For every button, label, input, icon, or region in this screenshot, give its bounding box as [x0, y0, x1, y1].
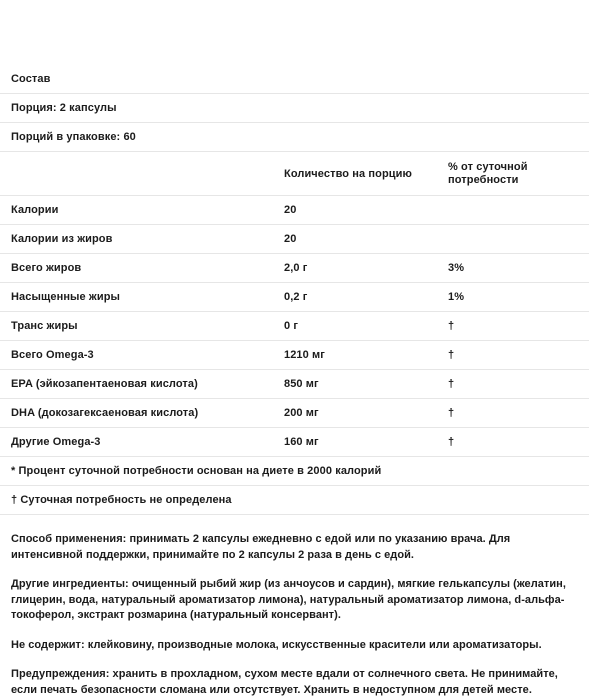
nutrient-amount: 20	[284, 233, 297, 245]
column-header-nutrient	[0, 152, 283, 196]
nutrient-name: Насыщенные жиры	[11, 291, 121, 303]
supplement-facts-table	[0, 65, 589, 515]
nutrient-name: DHA (докозагексаеновая кислота)	[11, 407, 199, 419]
table-row	[0, 399, 589, 428]
table-row	[0, 225, 589, 254]
table-row-serving-size	[0, 94, 589, 123]
nutrient-daily-value: 3%	[448, 262, 465, 274]
table-row-title	[0, 65, 589, 94]
serving-size-label: Порция: 2 капсулы	[11, 102, 117, 114]
paragraph-other-ingredients: Другие ингредиенты: очищенный рыбий жир (из анчоусов и сардин), мягкие гелькапсулы (желатин, глицерин, вода, натуральный ароматизатор лимона), натуральный ароматизатор лимона, d-альфа-токоферол, экстракт розмарина (натуральный консервант).	[11, 578, 566, 621]
supplement-facts-page	[0, 65, 600, 696]
nutrient-daily-value: †	[448, 407, 455, 419]
table-row	[0, 312, 589, 341]
table-row	[0, 428, 589, 457]
table-row	[0, 196, 589, 225]
nutrient-name: Калории из жиров	[11, 233, 113, 245]
table-row-servings-per-container	[0, 123, 589, 152]
nutrient-daily-value	[447, 196, 589, 225]
nutrient-daily-value: †	[448, 378, 455, 390]
nutrient-daily-value: 1%	[448, 291, 465, 303]
nutrient-amount: 20	[284, 204, 297, 216]
supplement-facts-title: Состав	[11, 73, 51, 85]
table-row	[0, 370, 589, 399]
nutrient-name: Всего Omega-3	[11, 349, 94, 361]
nutrient-daily-value: †	[448, 436, 455, 448]
nutrient-amount: 2,0 г	[284, 262, 308, 274]
footnote-daily-value-basis: * Процент суточной потребности основан на диете в 2000 калорий	[11, 465, 382, 477]
nutrient-name: Всего жиров	[11, 262, 82, 274]
nutrient-daily-value: †	[448, 320, 455, 332]
nutrient-amount: 160 мг	[284, 436, 319, 448]
paragraph-directions: Способ применения: принимать 2 капсулы ежедневно с едой или по указанию врача. Для интенсивной поддержки, принимайте по 2 капсулы 2 раза в день с едой.	[11, 533, 511, 561]
nutrient-daily-value: †	[448, 349, 455, 361]
table-header-row	[0, 152, 589, 196]
body-copy-section	[0, 532, 589, 698]
column-header-amount-per-serving: Количество на порцию	[284, 167, 412, 180]
table-row-footnote	[0, 457, 589, 486]
nutrient-amount: 0,2 г	[284, 291, 308, 303]
table-row-footnote	[0, 486, 589, 515]
table-row	[0, 341, 589, 370]
paragraph-warnings: Предупреждения: хранить в прохладном, сухом месте вдали от солнечного света. Не принимайте, если печать безопасности сломана или отсутствует. Хранить в недоступном для детей месте.	[11, 668, 558, 696]
facts-table-body	[0, 65, 589, 515]
paragraph-free-from: Не содержит: клейковину, производные молока, искусственные красители или ароматизаторы.	[11, 638, 542, 651]
nutrient-daily-value	[447, 225, 589, 254]
servings-per-container-label: Порций в упаковке: 60	[11, 131, 136, 143]
nutrient-name: EPA (эйкозапентаеновая кислота)	[11, 378, 198, 390]
nutrient-name: Транс жиры	[11, 320, 78, 332]
nutrient-name: Другие Omega-3	[11, 436, 101, 448]
nutrient-amount: 0 г	[284, 320, 299, 332]
table-row	[0, 283, 589, 312]
table-row	[0, 254, 589, 283]
column-header-percent-daily-value: % от суточной потребности	[448, 161, 528, 186]
nutrient-name: Калории	[11, 204, 59, 216]
nutrient-amount: 1210 мг	[284, 349, 325, 361]
nutrient-amount: 200 мг	[284, 407, 319, 419]
footnote-dagger-not-established: † Суточная потребность не определена	[11, 494, 232, 506]
nutrient-amount: 850 мг	[284, 378, 319, 390]
